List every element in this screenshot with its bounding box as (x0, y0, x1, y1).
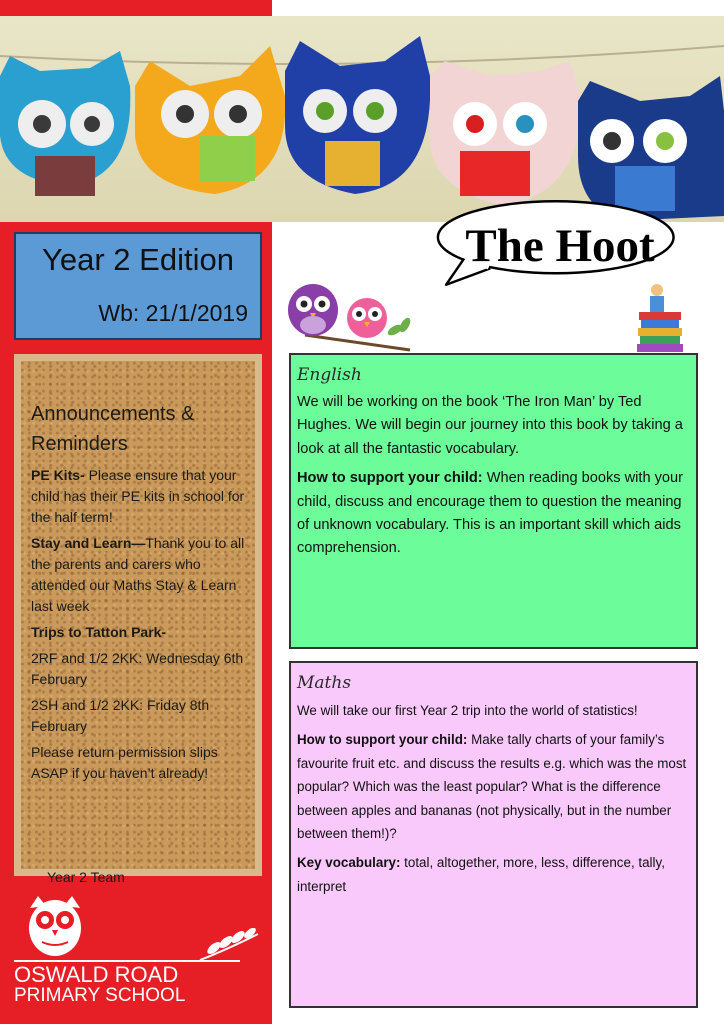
permission-note: Please return permission slips ASAP if you haven’t already! (31, 744, 218, 781)
stay-and-learn-note: Stay and Learn—Thank you to all the parents and carers who attended our Maths Stay & Learn last week (31, 535, 245, 614)
owl-bunting-photo (0, 16, 724, 222)
trips-heading: Trips to Tatton Park- (31, 624, 167, 640)
owls-on-branch-icon (285, 280, 420, 355)
school-name (14, 964, 185, 1006)
masthead-title: The Hoot (465, 220, 655, 272)
maths-heading: Maths (297, 673, 352, 693)
announcements-heading: Announcements & Reminders (31, 403, 195, 455)
maths-intro: We will take our first Year 2 trip into the world of statistics! (297, 703, 638, 718)
edition-box (14, 232, 262, 340)
school-owl-logo-icon (20, 890, 90, 960)
edition-title: Year 2 Edition (42, 242, 234, 277)
announcements-corkboard (14, 354, 262, 885)
top-red-bar (0, 0, 272, 16)
trip-2: 2SH and 1/2 2KK: Friday 8th February (31, 697, 210, 734)
books-icon (635, 282, 685, 354)
school-name-line2: PRIMARY SCHOOL (14, 985, 186, 1006)
maths-vocabulary: Key vocabulary: total, altogether, more, less, difference, tally, interpret (297, 855, 665, 894)
edition-week: Wb: 21/1/2019 (98, 300, 248, 326)
trip-1: 2RF and 1/2 2KK: Wednesday 6th February (31, 650, 244, 687)
owl-bunting-4 (430, 61, 580, 206)
owl-bunting-3 (285, 36, 430, 194)
pe-kits-note: PE Kits- Please ensure that your child has their PE kits in school for the half term! (31, 467, 245, 525)
english-heading: English (297, 365, 362, 385)
maths-section (289, 661, 698, 1008)
signoff: Year 2 Team (47, 869, 125, 885)
english-intro: We will be working on the book ‘The Iron Man’ by Ted Hughes. We will begin our journey into this book by taking a look at all the fantastic vocabulary. (297, 394, 683, 457)
owl-bunting-1 (0, 51, 130, 196)
maths-support: How to support your child: Make tally charts of your family’s favourite fruit etc. and discuss the results e.g. which was the most popular? Which was the least popular? What is the difference between apples and bananas (not physically, but in the number between them!)? (297, 732, 687, 842)
school-name-line1: OSWALD ROAD (14, 962, 179, 987)
english-section (289, 353, 698, 649)
owl-bunting-2 (135, 46, 285, 194)
english-support: How to support your child: When reading books with your child, discuss and encourage them to question the meaning of unknown vocabulary. This is an important skill which aids comprehension. (297, 470, 684, 557)
laurel-icon (196, 928, 262, 964)
